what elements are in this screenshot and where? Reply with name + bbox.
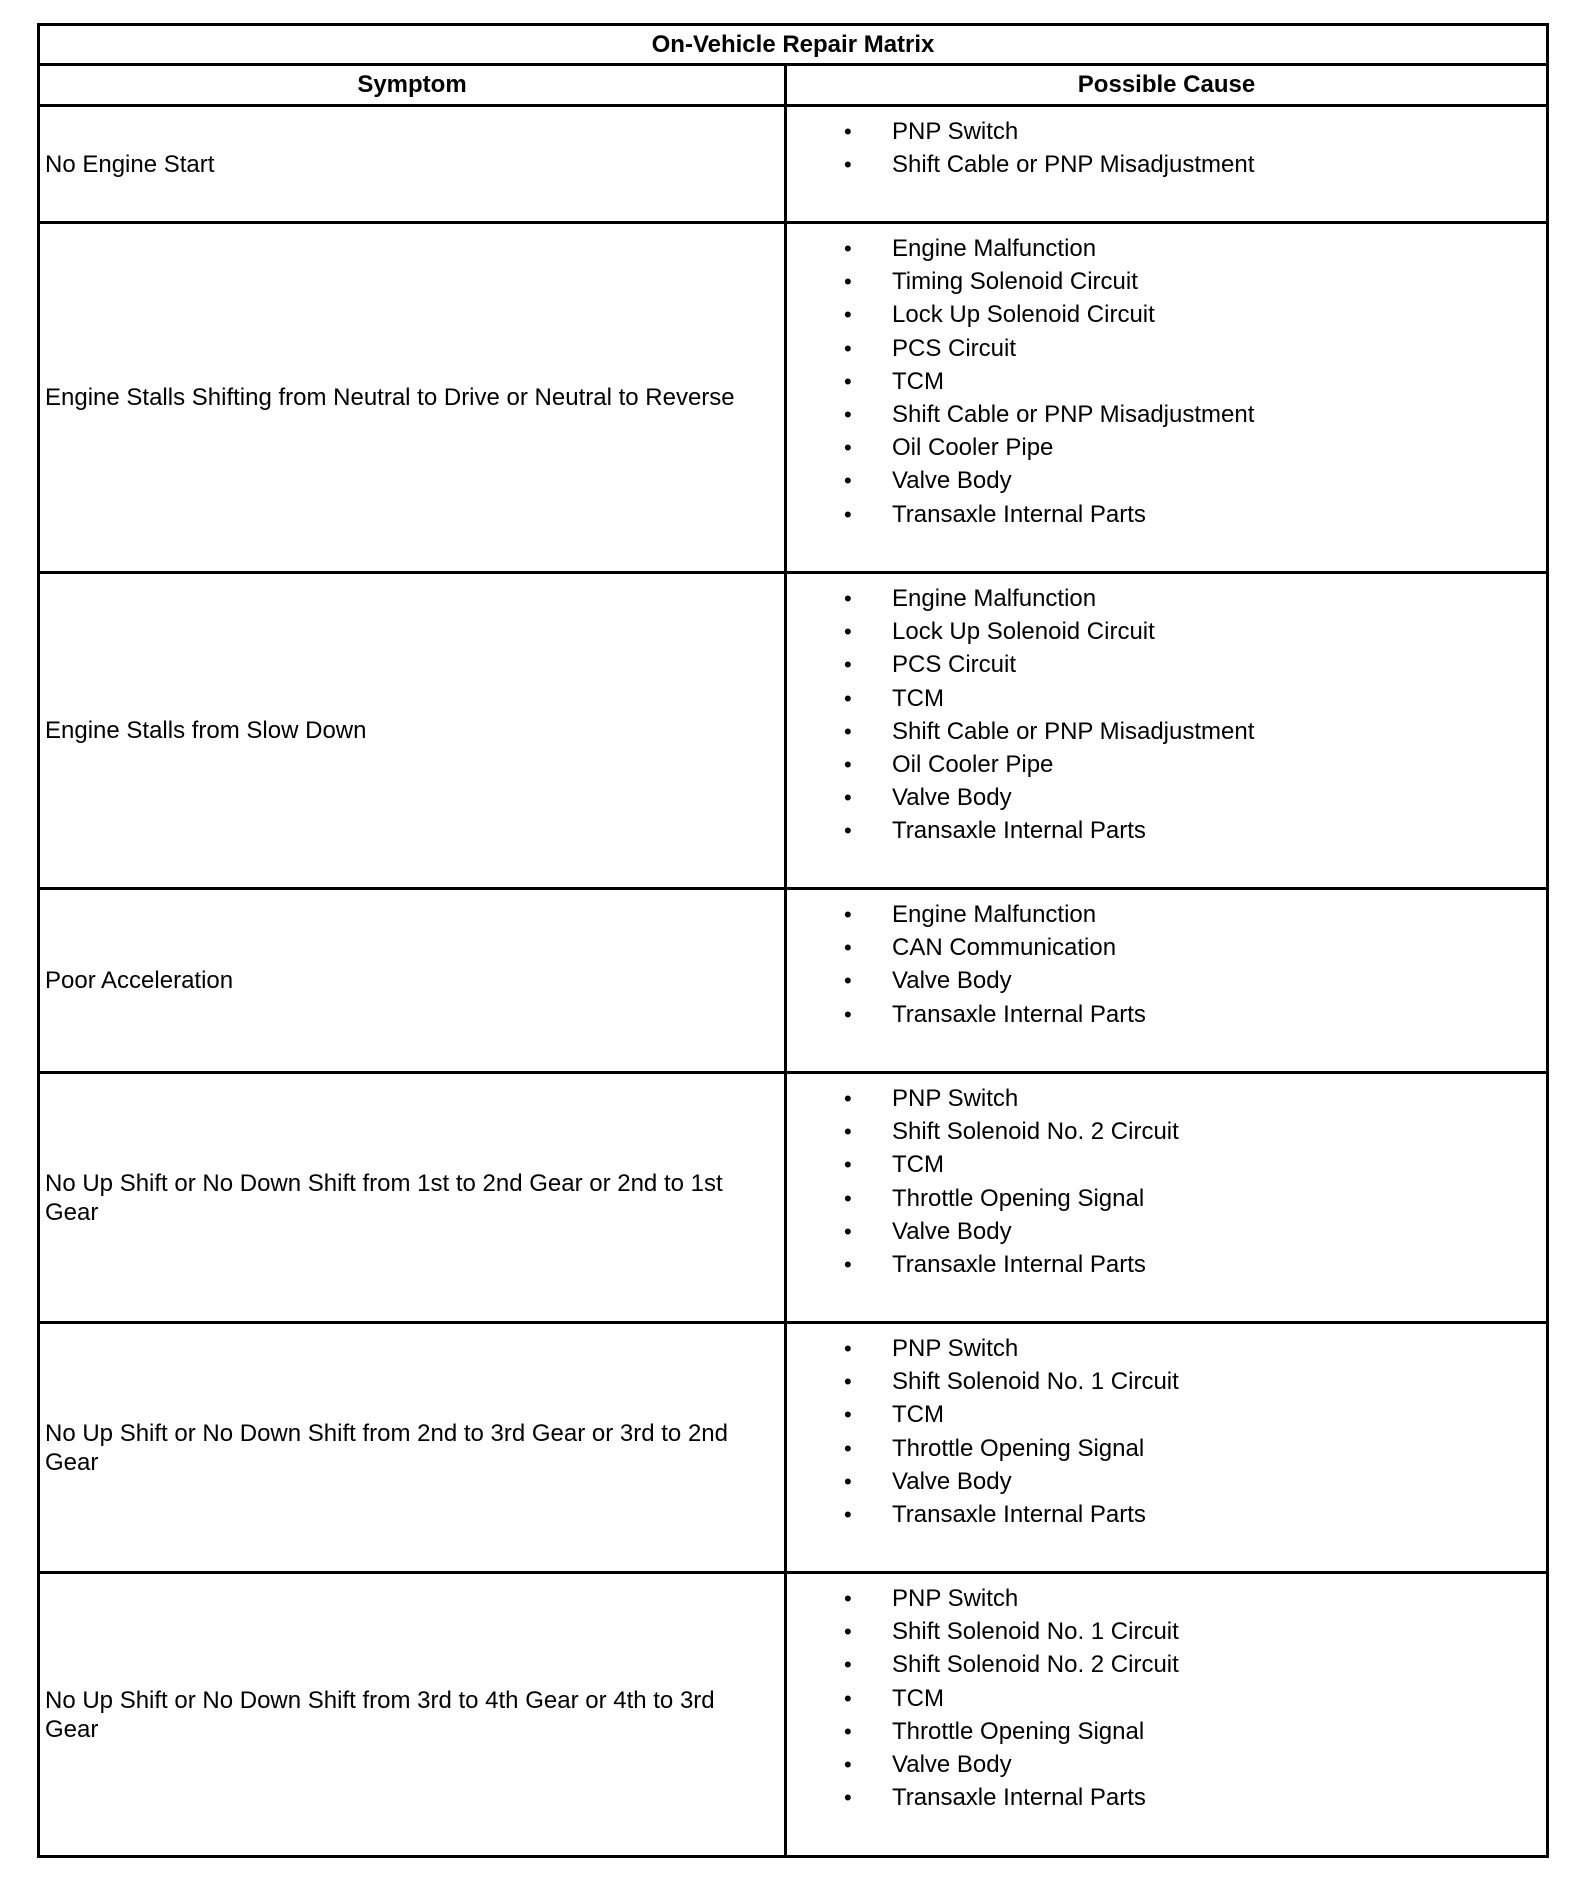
cause-list	[787, 582, 1546, 848]
possible-cause-cell	[786, 106, 1548, 223]
possible-cause-cell	[786, 1323, 1548, 1573]
column-header-possible-cause: Possible Cause	[786, 65, 1548, 106]
cause-list	[787, 232, 1546, 531]
cause-list	[787, 1582, 1546, 1814]
list-item: • Transaxle Internal Parts	[787, 498, 1546, 531]
possible-cause-cell	[786, 1073, 1548, 1323]
possible-cause-cell	[786, 1573, 1548, 1857]
table-row	[39, 1073, 1548, 1323]
list-item: • Oil Cooler Pipe	[787, 431, 1546, 464]
table-row	[39, 223, 1548, 573]
list-item: • Shift Solenoid No. 2 Circuit	[787, 1648, 1546, 1681]
symptom-cell: No Up Shift or No Down Shift from 1st to 2nd Gear or 2nd to 1st Gear	[39, 1073, 786, 1323]
list-item: • Valve Body	[787, 1465, 1546, 1498]
list-item: • Transaxle Internal Parts	[787, 1781, 1546, 1814]
table-row	[39, 1573, 1548, 1857]
symptom-cell: No Up Shift or No Down Shift from 3rd to 4th Gear or 4th to 3rd Gear	[39, 1573, 786, 1857]
list-item: • PNP Switch	[787, 1332, 1546, 1365]
list-item: • Valve Body	[787, 781, 1546, 814]
list-item: • TCM	[787, 682, 1546, 715]
possible-cause-cell	[786, 889, 1548, 1073]
cause-list	[787, 898, 1546, 1031]
list-item: • PCS Circuit	[787, 332, 1546, 365]
column-header-symptom: Symptom	[39, 65, 786, 106]
list-item: • Shift Solenoid No. 1 Circuit	[787, 1365, 1546, 1398]
list-item: • Transaxle Internal Parts	[787, 1248, 1546, 1281]
symptom-cell: No Up Shift or No Down Shift from 2nd to 3rd Gear or 3rd to 2nd Gear	[39, 1323, 786, 1573]
list-item: • Engine Malfunction	[787, 898, 1546, 931]
cause-list	[787, 1332, 1546, 1531]
list-item: • TCM	[787, 365, 1546, 398]
possible-cause-cell	[786, 223, 1548, 573]
symptom-cell: No Engine Start	[39, 106, 786, 223]
list-item: • Engine Malfunction	[787, 582, 1546, 615]
list-item: • Transaxle Internal Parts	[787, 814, 1546, 847]
table-title: On-Vehicle Repair Matrix	[39, 25, 1548, 65]
list-item: • PNP Switch	[787, 1082, 1546, 1115]
list-item: • Throttle Opening Signal	[787, 1715, 1546, 1748]
list-item: • Shift Solenoid No. 2 Circuit	[787, 1115, 1546, 1148]
list-item: • Transaxle Internal Parts	[787, 998, 1546, 1031]
list-item: • Lock Up Solenoid Circuit	[787, 298, 1546, 331]
list-item: • Transaxle Internal Parts	[787, 1498, 1546, 1531]
list-item: • Throttle Opening Signal	[787, 1182, 1546, 1215]
list-item: • Timing Solenoid Circuit	[787, 265, 1546, 298]
list-item: • Shift Solenoid No. 1 Circuit	[787, 1615, 1546, 1648]
list-item: • Valve Body	[787, 1215, 1546, 1248]
list-item: • TCM	[787, 1682, 1546, 1715]
possible-cause-cell	[786, 573, 1548, 889]
list-item: • CAN Communication	[787, 931, 1546, 964]
list-item: • Engine Malfunction	[787, 232, 1546, 265]
cause-list	[787, 115, 1546, 181]
symptom-cell: Poor Acceleration	[39, 889, 786, 1073]
symptom-cell: Engine Stalls Shifting from Neutral to Drive or Neutral to Reverse	[39, 223, 786, 573]
table-row	[39, 106, 1548, 223]
list-item: • Shift Cable or PNP Misadjustment	[787, 398, 1546, 431]
table-row	[39, 889, 1548, 1073]
list-item: • TCM	[787, 1398, 1546, 1431]
list-item: • Shift Cable or PNP Misadjustment	[787, 715, 1546, 748]
list-item: • Valve Body	[787, 964, 1546, 997]
cause-list	[787, 1082, 1546, 1281]
list-item: • PNP Switch	[787, 1582, 1546, 1615]
list-item: • Oil Cooler Pipe	[787, 748, 1546, 781]
list-item: • PCS Circuit	[787, 648, 1546, 681]
table-row	[39, 1323, 1548, 1573]
repair-matrix-table	[37, 23, 1549, 1858]
list-item: • Shift Cable or PNP Misadjustment	[787, 148, 1546, 181]
symptom-cell: Engine Stalls from Slow Down	[39, 573, 786, 889]
list-item: • PNP Switch	[787, 115, 1546, 148]
list-item: • Throttle Opening Signal	[787, 1432, 1546, 1465]
list-item: • Valve Body	[787, 1748, 1546, 1781]
table-row	[39, 573, 1548, 889]
list-item: • Valve Body	[787, 464, 1546, 497]
table-body	[39, 106, 1548, 1857]
list-item: • Lock Up Solenoid Circuit	[787, 615, 1546, 648]
list-item: • TCM	[787, 1148, 1546, 1181]
